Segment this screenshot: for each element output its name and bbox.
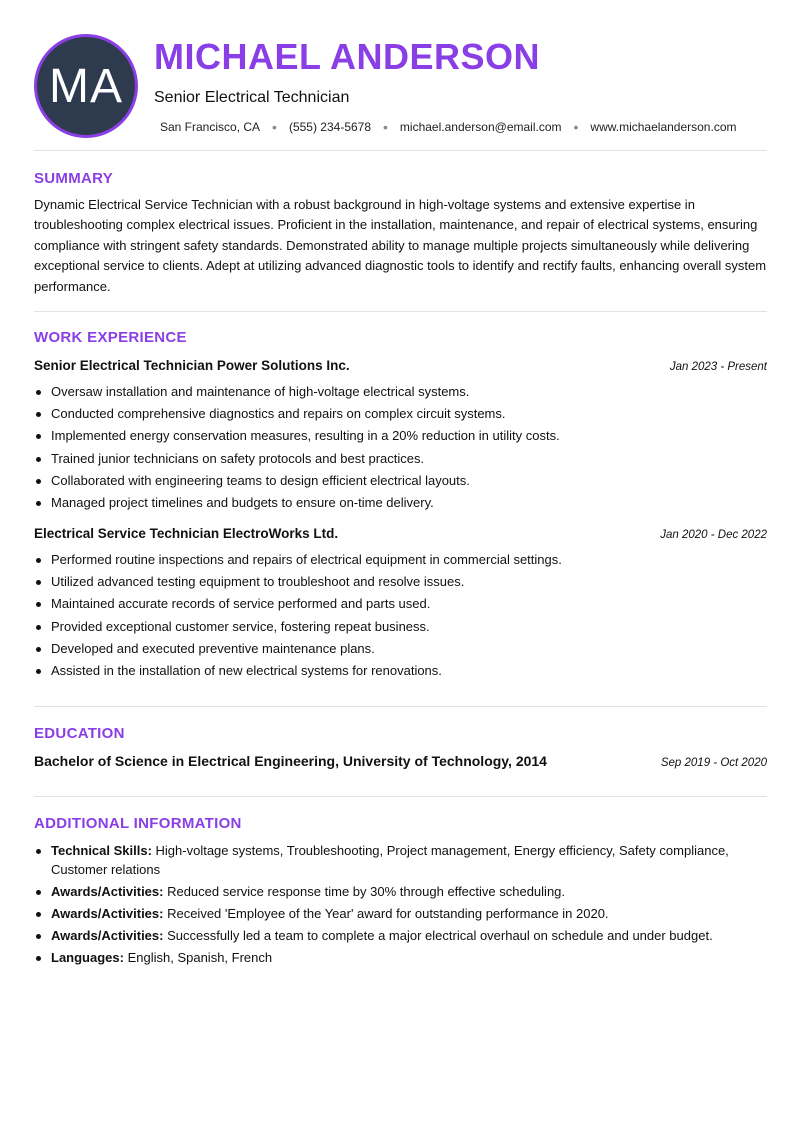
candidate-title: Senior Electrical Technician	[154, 89, 350, 106]
education-dates: Sep 2019 - Oct 2020	[660, 757, 767, 769]
list-item: Assisted in the installation of new electrical systems for renovations.	[34, 660, 767, 682]
bullet-dot	[36, 558, 41, 563]
job-title: Senior Electrical Technician Power Solutions Inc.	[34, 358, 350, 373]
separator-dot: •	[272, 119, 277, 135]
job-bullets	[34, 381, 767, 514]
list-item	[34, 927, 767, 946]
item-label: Awards/Activities:	[51, 927, 164, 943]
list-item: Collaborated with engineering teams to design efficient electrical layouts.	[34, 470, 767, 492]
education-entry	[34, 753, 767, 769]
avatar	[34, 34, 138, 138]
item-label: Technical Skills:	[51, 843, 152, 858]
bullet-dot	[36, 647, 41, 652]
list-item: Managed project timelines and budgets to ensure on-time delivery.	[34, 492, 767, 514]
divider	[34, 311, 767, 312]
item-label: Languages:	[51, 950, 124, 966]
bullet-dot	[36, 434, 41, 439]
additional-info-heading: ADDITIONAL INFORMATION	[34, 815, 242, 832]
bullet-dot	[36, 390, 41, 395]
divider	[34, 706, 767, 707]
list-item: Provided exceptional customer service, fostering repeat business.	[34, 616, 767, 638]
list-item	[34, 883, 767, 902]
degree: Bachelor of Science in Electrical Engineering, University of Technology, 2014	[34, 753, 547, 769]
contact-email[interactable]: michael.anderson@email.com	[399, 120, 562, 134]
contact-website[interactable]: www.michaelanderson.com	[590, 120, 737, 134]
list-item: Oversaw installation and maintenance of high-voltage electrical systems.	[34, 381, 767, 403]
bullet-dot	[36, 956, 41, 961]
list-item: Trained junior technicians on safety protocols and best practices.	[34, 448, 767, 470]
separator-dot: •	[573, 119, 579, 135]
list-item	[34, 842, 767, 879]
bullet-dot	[36, 602, 41, 607]
bullet-dot	[36, 849, 41, 854]
item-text: High-voltage systems, Troubleshooting, Project management, Energy efficiency, Safety compliance, Customer relations	[51, 843, 729, 877]
job-dates: Jan 2020 - Dec 2022	[660, 529, 767, 541]
list-item: Performed routine inspections and repairs of electrical equipment in commercial settings.	[34, 549, 767, 571]
list-item	[34, 905, 767, 924]
bullet-dot	[36, 501, 41, 506]
contact-phone[interactable]: (555) 234-5678	[288, 120, 372, 134]
bullet-dot	[36, 580, 41, 585]
divider	[34, 796, 767, 797]
bullet-dot	[36, 412, 41, 417]
summary-text: Dynamic Electrical Service Technician with a robust background in high-voltage systems and extensive expertise in troubleshooting complex electrical issues. Proficient in the installation, maintenance, and repair of electrical systems, ensuring compliance with stringent safety standards. Demonstrated ability to manage multiple projects simultaneously while delivering exceptional service to clients. Adept at utilizing advanced diagnostic tools to identify and rectify faults, enhancing overall system performance.	[34, 197, 767, 294]
bullet-dot	[36, 890, 41, 895]
bullet-dot	[36, 669, 41, 674]
item-text: Received 'Employee of the Year' award for outstanding performance in 2020.	[163, 905, 609, 921]
contact-location: San Francisco, CA	[160, 120, 261, 134]
item-text: English, Spanish, French	[123, 950, 273, 966]
bullet-dot	[36, 625, 41, 630]
job-bullets	[34, 549, 767, 682]
item-label: Awards/Activities:	[51, 883, 164, 899]
candidate-name: MICHAEL ANDERSON	[154, 36, 541, 77]
summary-heading: SUMMARY	[34, 170, 114, 187]
bullet-dot	[36, 457, 41, 462]
job-title: Electrical Service Technician ElectroWorks Ltd.	[34, 526, 339, 541]
item-text: Reduced service response time by 30% through effective scheduling.	[163, 883, 566, 899]
education-heading: EDUCATION	[34, 725, 125, 742]
job-dates: Jan 2023 - Present	[669, 361, 767, 373]
list-item: Developed and executed preventive maintenance plans.	[34, 638, 767, 660]
additional-info-list	[34, 842, 767, 971]
avatar-initials: MA	[49, 59, 123, 113]
bullet-dot	[36, 912, 41, 917]
divider	[34, 150, 767, 151]
work-experience-heading: WORK EXPERIENCE	[34, 329, 187, 346]
job-header	[34, 358, 767, 373]
list-item: Implemented energy conservation measures, resulting in a 20% reduction in utility costs.	[34, 425, 767, 447]
bullet-dot	[36, 934, 41, 939]
list-item: Maintained accurate records of service performed and parts used.	[34, 593, 767, 615]
separator-dot: •	[383, 119, 388, 135]
list-item: Conducted comprehensive diagnostics and repairs on complex circuit systems.	[34, 403, 767, 425]
list-item: Utilized advanced testing equipment to troubleshoot and resolve issues.	[34, 571, 767, 593]
bullet-dot	[36, 479, 41, 484]
job-header	[34, 526, 767, 541]
contact-bar	[160, 120, 736, 134]
item-text: Successfully led a team to complete a major electrical overhaul on schedule and under budget.	[163, 927, 713, 943]
item-label: Awards/Activities:	[51, 905, 164, 921]
list-item	[34, 949, 767, 968]
